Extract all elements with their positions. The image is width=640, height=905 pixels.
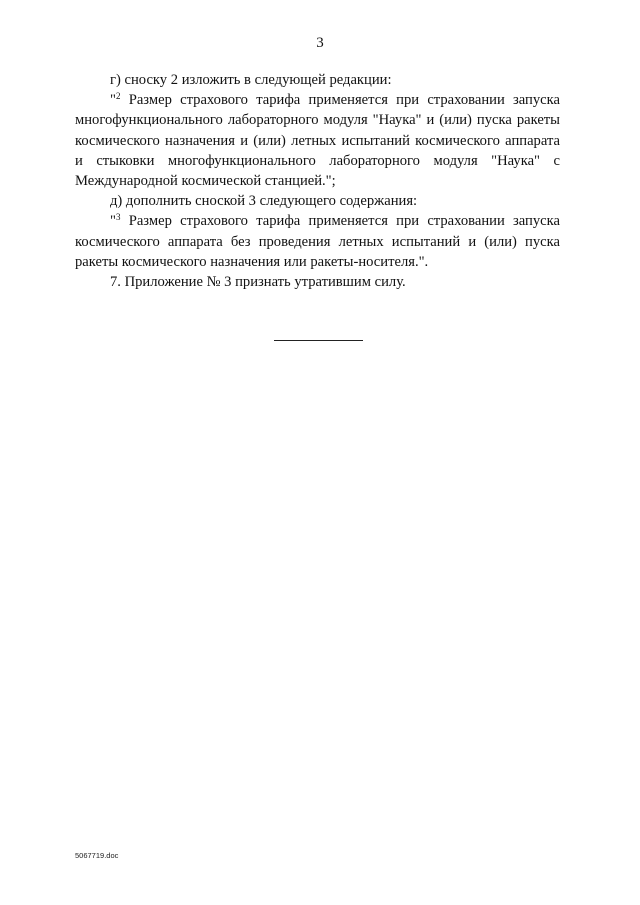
paragraph-appendix-3: 7. Приложение № 3 признать утратившим силу. — [110, 274, 406, 291]
open-quote: " — [110, 92, 116, 109]
footnote-2-body: Размер страхового тарифа применяется при страховании запуска многофункционального лабораторного модуля "Наука" и (или) пуска ракеты космического назначения и (или) летных испытаний космического аппарата и стыковки многофункционального лабораторного модуля "Наука" с Международной космической станцией."; — [75, 92, 560, 190]
footnote-mark-3: 3 — [115, 212, 121, 223]
file-id: 5067719.doc — [75, 851, 119, 860]
closing-rule — [274, 340, 363, 341]
document-body — [75, 70, 560, 292]
paragraph-footnote-2-intro: г) сноску 2 изложить в следующей редакции: — [110, 72, 392, 88]
paragraph-footnote-3-intro: д) дополнить сноской 3 следующего содержания: — [110, 193, 418, 210]
footnote-3-body: Размер страхового тарифа применяется при страховании запуска космического аппарата без проведения летных испытаний и (или) пуска ракеты космического назначения или ракеты-носителя.". — [75, 213, 560, 270]
paragraph-footnote-2-text — [75, 90, 560, 191]
footnote-mark-2: 2 — [115, 91, 121, 102]
paragraph-footnote-3-text — [75, 211, 560, 272]
page-number: 3 — [316, 35, 324, 51]
open-quote: " — [110, 213, 116, 230]
